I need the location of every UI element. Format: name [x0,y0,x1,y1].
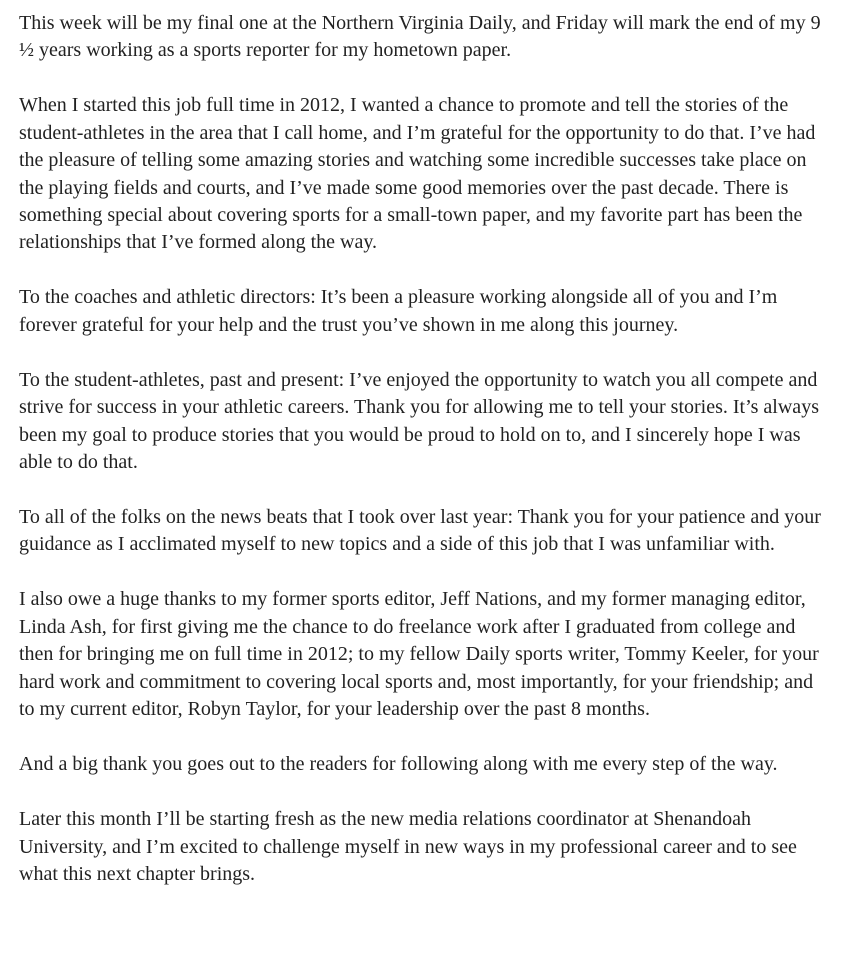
paragraph-final-week: This week will be my final one at the Northern Virginia Daily, and Friday will mark the end of my 9 ½ years working as a sports reporter for my hometown paper. [19,12,821,62]
paragraph-next-chapter: Later this month I’ll be starting fresh as the new media relations coordinator at Shenandoah University, and I’m excited to challenge myself in new ways in my professional career and to see what this next chapter brings. [19,808,797,885]
paragraph-started-2012: When I started this job full time in 2012, I wanted a chance to promote and tell the stories of the student-athletes in the area that I call home, and I’m grateful for the opportunity to do that. I’ve had the pleasure of telling some amazing stories and watching some incredible successes take place on the playing fields and courts, and I’ve made some good memories over the past decade. There is something special about covering sports for a small-town paper, and my favorite part has been the relationships that I’ve formed along the way. [19,94,816,254]
paragraph-coaches: To the coaches and athletic directors: It’s been a pleasure working alongside all of you and I’m forever grateful for your help and the trust you’ve shown in me along this journey. [19,286,778,336]
paragraph-thanks-readers: And a big thank you goes out to the readers for following along with me every step of the way. [19,753,778,776]
paragraph-news-beats: To all of the folks on the news beats that I took over last year: Thank you for your patience and your guidance as I acclimated myself to new topics and a side of this job that I was unfamiliar with. [19,506,821,556]
paragraph-thanks-editors: I also owe a huge thanks to my former sports editor, Jeff Nations, and my former managing editor, Linda Ash, for first giving me the chance to do freelance work after I graduated from college and then for bringing me on full time in 2012; to my fellow Daily sports writer, Tommy Keeler, for your hard work and commitment to covering local sports and, most importantly, for your friendship; and to my current editor, Robyn Taylor, for your leadership over the past 8 months. [19,588,819,721]
paragraph-student-athletes: To the student-athletes, past and present: I’ve enjoyed the opportunity to watch you all compete and strive for success in your athletic careers. Thank you for allowing me to tell your stories. It’s always been my goal to produce stories that you would be proud to hold on to, and I sincerely hope I was able to do that. [19,368,819,474]
